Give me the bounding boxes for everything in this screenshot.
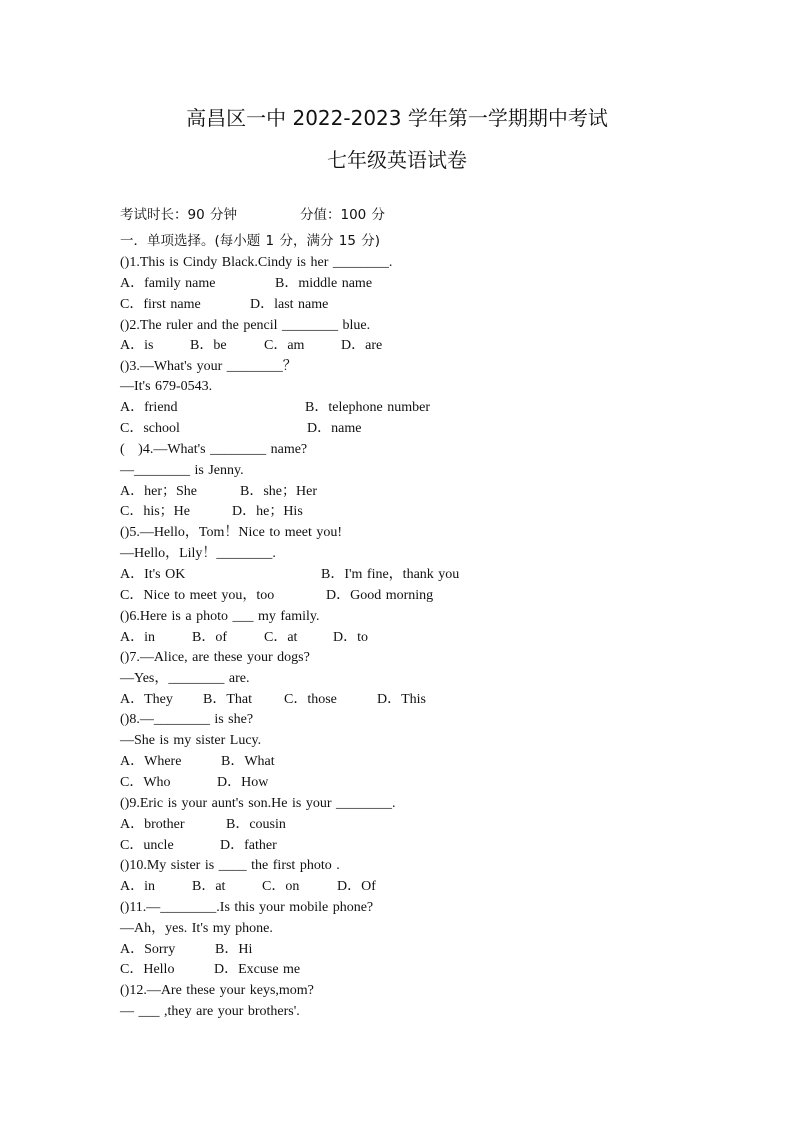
question-stem: ()11.—________.Is this your mobile phone? bbox=[120, 900, 374, 915]
option-c: C．those bbox=[284, 692, 337, 707]
question-stem: ()10.My sister is ____ the first photo . bbox=[120, 858, 340, 873]
option-a: A．brother bbox=[120, 817, 185, 832]
option-d: D．How bbox=[217, 775, 269, 790]
option-b: B．cousin bbox=[226, 817, 286, 832]
option-row bbox=[0, 336, 794, 356]
question-11 bbox=[0, 898, 794, 918]
option-c: C．at bbox=[264, 630, 298, 645]
option-row bbox=[0, 940, 794, 960]
exam-duration: 考试时长：90 分钟 bbox=[120, 207, 237, 223]
option-row bbox=[0, 502, 794, 522]
question-2 bbox=[0, 316, 794, 336]
option-d: D．are bbox=[341, 338, 383, 353]
option-d: D．Excuse me bbox=[214, 962, 301, 977]
option-row bbox=[0, 586, 794, 606]
question-reply bbox=[0, 1002, 794, 1022]
question-stem: ( )4.—What's ________ name? bbox=[120, 442, 308, 457]
question-5 bbox=[0, 523, 794, 543]
question-6 bbox=[0, 607, 794, 627]
exam-title: 高昌区一中 2022-2023 学年第一学期期中考试 bbox=[186, 106, 608, 130]
option-row bbox=[0, 482, 794, 502]
section-title: 一．单项选择。(每小题 1 分，满分 15 分) bbox=[120, 233, 380, 249]
option-c: C．on bbox=[262, 879, 300, 894]
option-d: D．to bbox=[333, 630, 368, 645]
option-c: C．his；He bbox=[120, 504, 190, 519]
option-d: D．name bbox=[307, 421, 362, 436]
option-d: D．last name bbox=[250, 297, 329, 312]
option-row bbox=[0, 419, 794, 439]
option-b: B．of bbox=[192, 630, 227, 645]
option-a: A．It's OK bbox=[120, 567, 186, 582]
option-a: A．her；She bbox=[120, 484, 197, 499]
question-3 bbox=[0, 357, 794, 377]
question-12 bbox=[0, 981, 794, 1001]
option-d: D．This bbox=[377, 692, 426, 707]
option-c: C．Hello bbox=[120, 962, 175, 977]
question-stem: ()7.—Alice, are these your dogs? bbox=[120, 650, 310, 665]
option-row bbox=[0, 398, 794, 418]
option-c: C．am bbox=[264, 338, 305, 353]
question-stem-line: —She is my sister Lucy. bbox=[120, 733, 262, 748]
option-c: C．Nice to meet you，too bbox=[120, 588, 275, 603]
option-b: B．telephone number bbox=[305, 400, 431, 415]
option-a: A．in bbox=[120, 630, 155, 645]
question-stem-line: — ___ ,they are your brothers'. bbox=[120, 1004, 300, 1019]
question-stem-line: —It's 679-0543. bbox=[120, 379, 213, 394]
question-10 bbox=[0, 856, 794, 876]
question-stem-line: —________ is Jenny. bbox=[120, 463, 244, 478]
exam-score: 分值：100 分 bbox=[300, 207, 386, 223]
option-a: A．family name bbox=[120, 276, 216, 291]
option-a: A．Where bbox=[120, 754, 182, 769]
option-row bbox=[0, 690, 794, 710]
section-heading bbox=[0, 231, 794, 251]
question-reply bbox=[0, 919, 794, 939]
question-stem: ()8.—________ is she? bbox=[120, 712, 254, 727]
option-row bbox=[0, 565, 794, 585]
option-b: B．I'm fine，thank you bbox=[321, 567, 460, 582]
option-c: C．Who bbox=[120, 775, 171, 790]
question-stem: ()12.—Are these your keys,mom? bbox=[120, 983, 314, 998]
question-stem-line: —Yes，________ are. bbox=[120, 671, 250, 686]
question-stem: ()3.—What's your ________？ bbox=[120, 359, 297, 374]
option-a: A．Sorry bbox=[120, 942, 176, 957]
question-8 bbox=[0, 710, 794, 730]
question-reply bbox=[0, 377, 794, 397]
question-stem: ()6.Here is a photo ___ my family. bbox=[120, 609, 320, 624]
option-b: B．Hi bbox=[215, 942, 253, 957]
option-c: C．school bbox=[120, 421, 180, 436]
option-row bbox=[0, 628, 794, 648]
option-c: C．first name bbox=[120, 297, 201, 312]
exam-info bbox=[0, 205, 794, 225]
option-b: B．be bbox=[190, 338, 227, 353]
option-d: D．Good morning bbox=[326, 588, 434, 603]
question-stem-line: —Hello，Lily！________. bbox=[120, 546, 276, 561]
question-stem: ()5.—Hello，Tom！Nice to meet you! bbox=[120, 525, 343, 540]
question-stem: ()2.The ruler and the pencil ________ blue. bbox=[120, 318, 371, 333]
option-a: A．friend bbox=[120, 400, 178, 415]
option-c: C．uncle bbox=[120, 838, 174, 853]
option-a: A．is bbox=[120, 338, 154, 353]
question-stem: ()1.This is Cindy Black.Cindy is her ________. bbox=[120, 255, 393, 270]
option-row bbox=[0, 773, 794, 793]
question-reply bbox=[0, 461, 794, 481]
question-stem: ()9.Eric is your aunt's son.He is your ________. bbox=[120, 796, 396, 811]
option-row bbox=[0, 815, 794, 835]
option-b: B．at bbox=[192, 879, 226, 894]
option-b: B．middle name bbox=[275, 276, 373, 291]
question-7 bbox=[0, 648, 794, 668]
option-row bbox=[0, 752, 794, 772]
option-b: B．What bbox=[221, 754, 275, 769]
option-a: A．in bbox=[120, 879, 155, 894]
question-reply bbox=[0, 669, 794, 689]
option-row bbox=[0, 877, 794, 897]
option-d: D．he；His bbox=[232, 504, 303, 519]
question-9 bbox=[0, 794, 794, 814]
option-d: D．Of bbox=[337, 879, 376, 894]
exam-subtitle: 七年级英语试卷 bbox=[327, 148, 467, 172]
option-b: B．she；Her bbox=[240, 484, 317, 499]
question-1 bbox=[0, 253, 794, 273]
option-b: B．That bbox=[203, 692, 252, 707]
option-row bbox=[0, 960, 794, 980]
option-row bbox=[0, 295, 794, 315]
question-reply bbox=[0, 544, 794, 564]
option-d: D．father bbox=[220, 838, 277, 853]
question-stem-line: —Ah，yes. It's my phone. bbox=[120, 921, 273, 936]
question-reply bbox=[0, 731, 794, 751]
option-a: A．They bbox=[120, 692, 173, 707]
option-row bbox=[0, 274, 794, 294]
question-4 bbox=[0, 440, 794, 460]
option-row bbox=[0, 836, 794, 856]
